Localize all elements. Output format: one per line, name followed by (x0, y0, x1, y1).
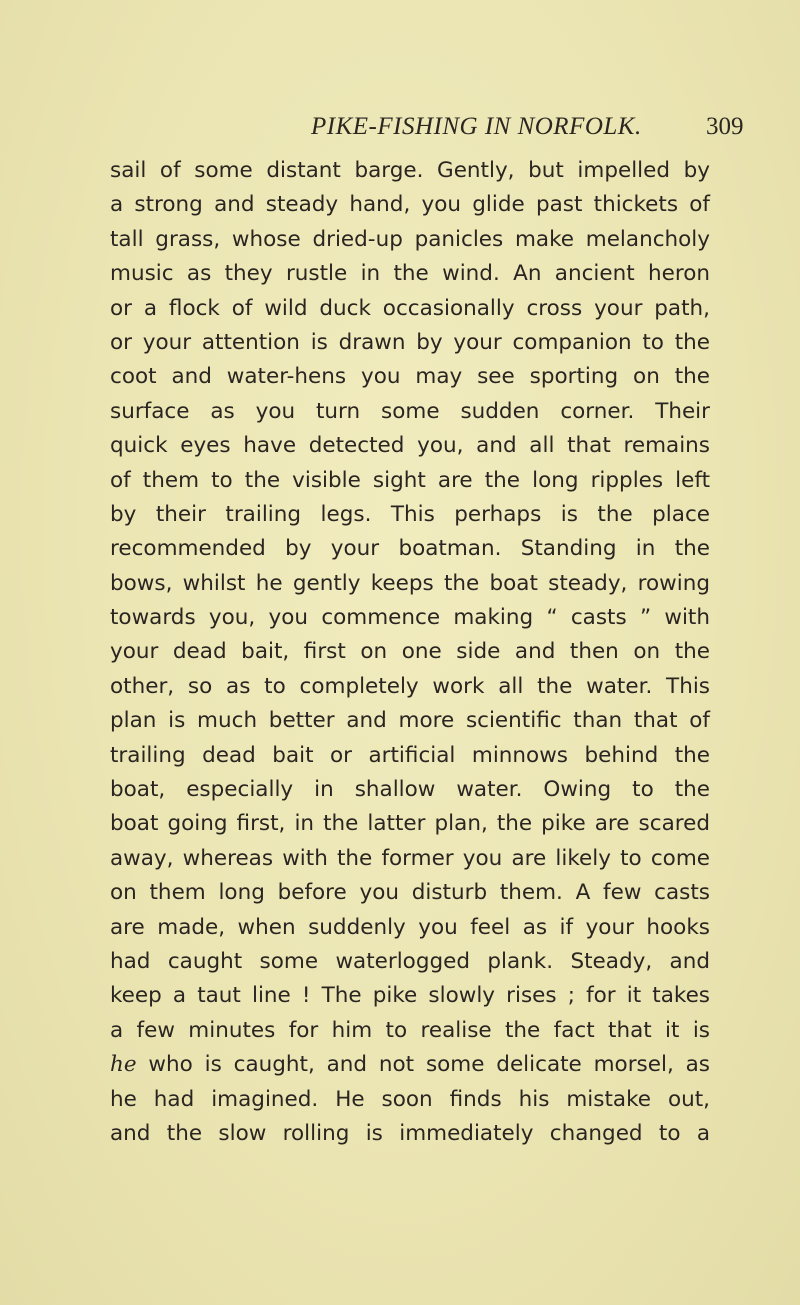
text-line: boat going first, in the latter plan, the pike are scared (110, 811, 710, 837)
text-line: bows, whilst he gently keeps the boat steady, rowing (110, 570, 710, 596)
text-line: towards you, you commence making “ casts ” with (110, 605, 710, 631)
text-line-rest: who is caught, and not some delicate morsel, as (136, 1052, 710, 1078)
text-line: on them long before you disturb them. A few casts (110, 880, 710, 906)
text-line: away, whereas with the former you are likely to come (110, 845, 710, 871)
text-line: keep a taut line ! The pike slowly rises ; for it takes (110, 983, 710, 1009)
text-line: by their trailing legs. This perhaps is the place (110, 501, 710, 527)
text-line: or a flock of wild duck occasionally cross your path, (110, 295, 710, 321)
text-line: your dead bait, first on one side and then on the (110, 639, 710, 665)
text-line: quick eyes have detected you, and all that remains (110, 433, 710, 459)
text-line: music as they rustle in the wind. An ancient heron (110, 261, 710, 287)
text-line: and the slow rolling is immediately changed to a (110, 1120, 710, 1146)
page-number: 309 (706, 113, 744, 140)
text-line: trailing dead bait or artificial minnows behind the (110, 742, 710, 768)
text-line: surface as you turn some sudden corner. Their (110, 398, 710, 424)
body-text (110, 154, 710, 1151)
text-line: sail of some distant barge. Gently, but impelled by (110, 158, 710, 183)
text-line: recommended by your boatman. Standing in the (110, 536, 710, 562)
text-line: boat, especially in shallow water. Owing to the (110, 777, 710, 803)
text-line: a strong and steady hand, you glide past thickets of (110, 192, 710, 218)
text-line: are made, when suddenly you feel as if your hooks (110, 914, 710, 940)
text-line: tall grass, whose dried-up panicles make melancholy (110, 226, 710, 252)
text-line: or your attention is drawn by your companion to the (110, 329, 710, 355)
running-head (0, 113, 800, 153)
running-title: PIKE-FISHING IN NORFOLK. (311, 113, 642, 140)
text-line: of them to the visible sight are the long ripples left (110, 467, 710, 493)
text-line: plan is much better and more scientific than that of (110, 708, 710, 734)
text-line: had caught some waterlogged plank. Steady, and (110, 948, 710, 974)
italic-word: he (110, 1052, 137, 1078)
text-line: he had imagined. He soon finds his mistake out, (110, 1086, 710, 1112)
text-line: a few minutes for him to realise the fact that it is (110, 1017, 710, 1043)
text-line: other, so as to completely work all the water. This (110, 673, 710, 699)
text-line (110, 1048, 710, 1082)
text-line: coot and water-hens you may see sporting on the (110, 364, 710, 390)
